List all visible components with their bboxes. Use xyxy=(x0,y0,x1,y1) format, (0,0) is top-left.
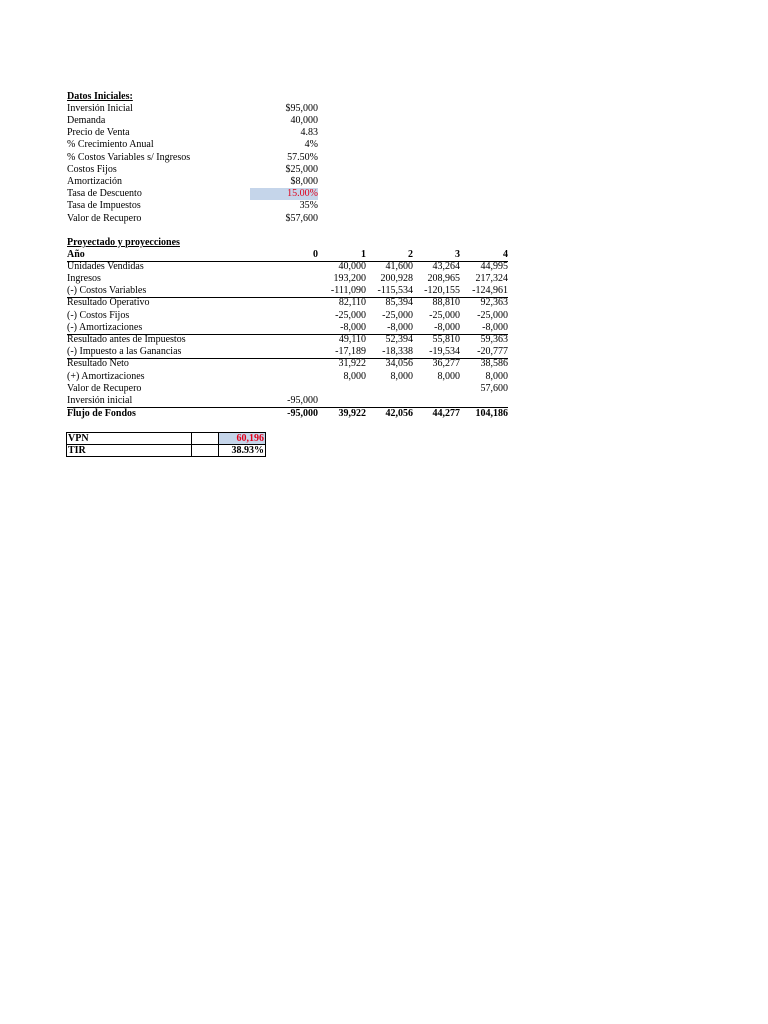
proy-row xyxy=(67,346,508,358)
datos-label: Tasa de Impuestos xyxy=(67,200,141,211)
cell: 217,324 xyxy=(475,273,508,284)
cell: 49,110 xyxy=(338,334,366,345)
row-label: Resultado antes de Impuestos xyxy=(67,334,186,345)
proy-row xyxy=(67,395,508,407)
datos-value: 57.50% xyxy=(287,152,318,163)
datos-label: Amortización xyxy=(67,176,122,187)
cell: 92,363 xyxy=(480,297,508,308)
cell: -8,000 xyxy=(387,322,413,333)
cell xyxy=(413,395,460,407)
cell: -17,189 xyxy=(335,346,366,357)
row-label: (-) Costos Variables xyxy=(67,285,147,296)
proy-title: Proyectado y proyecciones xyxy=(67,237,180,248)
row-label: Ingresos xyxy=(67,273,101,284)
cell: 55,810 xyxy=(432,334,460,345)
cell: 44,995 xyxy=(480,261,508,272)
cell: 85,394 xyxy=(385,297,413,308)
cell xyxy=(250,334,318,346)
year-header: 4 xyxy=(503,249,508,260)
year-header: 3 xyxy=(455,249,460,260)
cell: 8,000 xyxy=(390,371,413,382)
tir-row xyxy=(67,445,266,457)
proy-title-row xyxy=(67,237,508,249)
proy-row xyxy=(67,383,508,395)
datos-row xyxy=(67,115,508,127)
cell xyxy=(250,346,318,358)
year-header: 1 xyxy=(361,249,366,260)
datos-label: Precio de Venta xyxy=(67,127,130,138)
row-label: Inversión inicial xyxy=(67,395,133,406)
cell: 208,965 xyxy=(427,273,460,284)
cell: 82,110 xyxy=(338,297,366,308)
tir-value: 38.93% xyxy=(219,445,266,457)
year-header: 0 xyxy=(313,249,318,260)
cell xyxy=(250,273,318,285)
datos-row xyxy=(67,213,508,225)
cell xyxy=(366,383,413,395)
row-label: (-) Impuesto a las Ganancias xyxy=(67,346,182,357)
cell: 8,000 xyxy=(343,371,366,382)
datos-row xyxy=(67,200,508,212)
proy-row xyxy=(67,310,508,322)
proy-row xyxy=(67,261,508,273)
total-cell: -95,000 xyxy=(287,408,318,419)
year-label: Año xyxy=(67,249,85,260)
vpn-row xyxy=(67,433,266,445)
proy-row xyxy=(67,334,508,346)
datos-label: % Crecimiento Anual xyxy=(67,139,154,150)
datos-label: Demanda xyxy=(67,115,106,126)
datos-value: 35% xyxy=(299,200,318,211)
cell: -19,534 xyxy=(429,346,460,357)
datos-row xyxy=(67,176,508,188)
datos-row xyxy=(67,164,508,176)
cell: 52,394 xyxy=(385,334,413,345)
vpn-label: VPN xyxy=(67,433,192,445)
results-table xyxy=(66,432,266,457)
row-label: (-) Costos Fijos xyxy=(67,310,130,321)
cell: -8,000 xyxy=(482,322,508,333)
cell: 43,264 xyxy=(432,261,460,272)
total-row xyxy=(67,408,508,420)
cell: 193,200 xyxy=(333,273,366,284)
cell xyxy=(460,395,508,407)
proy-row xyxy=(67,297,508,309)
total-label: Flujo de Fondos xyxy=(67,408,136,419)
year-header: 2 xyxy=(408,249,413,260)
datos-title: Datos Iniciales: xyxy=(67,91,133,102)
cell xyxy=(250,371,318,383)
datos-value: $25,000 xyxy=(285,164,318,175)
datos-label: Inversión Inicial xyxy=(67,103,133,114)
proy-row xyxy=(67,371,508,383)
datos-label: Tasa de Descuento xyxy=(67,188,142,199)
datos-value: 4.83 xyxy=(300,127,318,138)
row-label: Valor de Recupero xyxy=(67,383,142,394)
total-cell: 39,922 xyxy=(338,408,366,419)
row-label: (+) Amortizaciones xyxy=(67,371,145,382)
cell: 57,600 xyxy=(480,383,508,394)
cell: -20,777 xyxy=(477,346,508,357)
tir-label: TIR xyxy=(67,445,192,457)
cell: -8,000 xyxy=(340,322,366,333)
datos-value: 40,000 xyxy=(290,115,318,126)
datos-row xyxy=(67,127,508,139)
total-cell: 44,277 xyxy=(432,408,460,419)
cell: -25,000 xyxy=(382,310,413,321)
total-cell: 104,186 xyxy=(475,408,508,419)
cell xyxy=(250,322,318,334)
cell: 38,586 xyxy=(480,358,508,369)
proy-row xyxy=(67,322,508,334)
proy-header-row xyxy=(67,249,508,261)
cell xyxy=(250,297,318,309)
datos-value: $95,000 xyxy=(285,103,318,114)
cell: 200,928 xyxy=(380,273,413,284)
cell: 8,000 xyxy=(437,371,460,382)
vpn-value: 60,196 xyxy=(219,433,266,445)
cell: 40,000 xyxy=(338,261,366,272)
cell xyxy=(366,395,413,407)
cell: -25,000 xyxy=(335,310,366,321)
proy-row xyxy=(67,358,508,370)
cell: -115,534 xyxy=(377,285,413,296)
total-cell: 42,056 xyxy=(385,408,413,419)
row-label: Unidades Vendidas xyxy=(67,261,144,272)
cell: -111,090 xyxy=(330,285,366,296)
datos-label: Costos Fijos xyxy=(67,164,117,175)
cell xyxy=(318,395,366,407)
proy-row xyxy=(67,273,508,285)
datos-label: % Costos Variables s/ Ingresos xyxy=(67,152,191,163)
cell: -120,155 xyxy=(424,285,460,296)
proy-row xyxy=(67,285,508,297)
datos-row xyxy=(67,152,508,164)
datos-value: $57,600 xyxy=(285,213,318,224)
cell: -95,000 xyxy=(287,395,318,406)
cell: -124,961 xyxy=(472,285,508,296)
cell: 88,810 xyxy=(432,297,460,308)
cell xyxy=(318,383,366,395)
datos-title-row xyxy=(67,91,508,103)
datos-value: $8,000 xyxy=(290,176,318,187)
datos-label: Valor de Recupero xyxy=(67,213,142,224)
cell: 34,056 xyxy=(385,358,413,369)
cell: 36,277 xyxy=(432,358,460,369)
empty-cell xyxy=(192,445,219,457)
datos-row xyxy=(67,139,508,151)
cell: -18,338 xyxy=(382,346,413,357)
datos-row xyxy=(67,103,508,115)
cell: 8,000 xyxy=(485,371,508,382)
datos-row xyxy=(67,188,508,200)
cell: 59,363 xyxy=(480,334,508,345)
cell: 31,922 xyxy=(338,358,366,369)
cell: -8,000 xyxy=(434,322,460,333)
datos-value: 4% xyxy=(304,139,318,150)
cell: -25,000 xyxy=(429,310,460,321)
discount-rate-input-cell[interactable]: 15.00% xyxy=(250,188,318,200)
row-label: Resultado Operativo xyxy=(67,297,150,308)
empty-cell xyxy=(192,433,219,445)
cell xyxy=(250,285,318,297)
cell: 41,600 xyxy=(385,261,413,272)
row-label: Resultado Neto xyxy=(67,358,129,369)
cell xyxy=(250,358,318,370)
row-label: (-) Amortizaciones xyxy=(67,322,143,333)
cell: -25,000 xyxy=(477,310,508,321)
cell xyxy=(250,383,318,395)
cell xyxy=(250,261,318,273)
cell xyxy=(413,383,460,395)
cell xyxy=(250,310,318,322)
